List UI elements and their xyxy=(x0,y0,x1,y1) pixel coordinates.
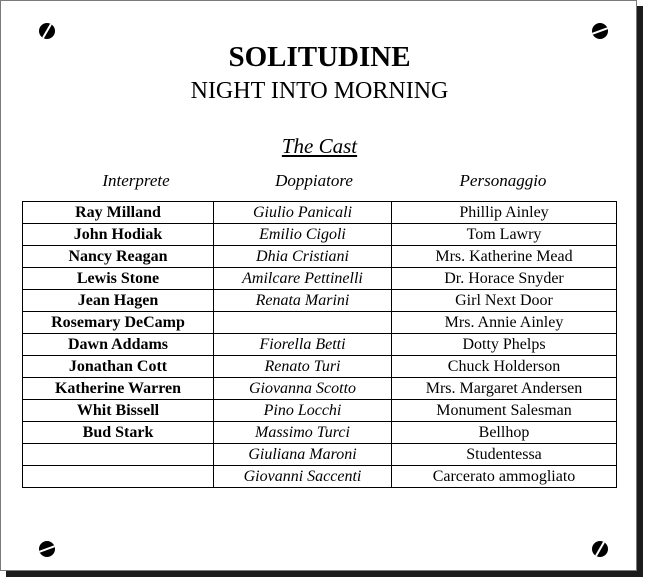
character-cell: Tom Lawry xyxy=(392,224,617,246)
dubber-cell: Fiorella Betti xyxy=(214,334,392,356)
dubber-cell: Massimo Turci xyxy=(214,422,392,444)
table-row xyxy=(23,202,617,224)
character-cell: Dotty Phelps xyxy=(392,334,617,356)
character-cell: Mrs. Katherine Mead xyxy=(392,246,617,268)
actor-cell: Rosemary DeCamp xyxy=(23,312,214,334)
plaque-shadow-bottom xyxy=(6,571,643,577)
actor-cell: John Hodiak xyxy=(23,224,214,246)
character-cell: Mrs. Margaret Andersen xyxy=(392,378,617,400)
dubber-cell: Giulio Panicali xyxy=(214,202,392,224)
screw-bottom-left-icon xyxy=(39,541,55,557)
actor-cell: Ray Milland xyxy=(23,202,214,224)
table-row xyxy=(23,466,617,488)
screw-top-right-icon xyxy=(592,23,608,39)
dubber-cell: Amilcare Pettinelli xyxy=(214,268,392,290)
table-row xyxy=(23,268,617,290)
table-row xyxy=(23,246,617,268)
table-row xyxy=(23,422,617,444)
column-header-character: Personaggio xyxy=(459,171,547,190)
character-cell: Chuck Holderson xyxy=(392,356,617,378)
dubber-cell: Giuliana Maroni xyxy=(214,444,392,466)
character-cell: Girl Next Door xyxy=(392,290,617,312)
table-row xyxy=(23,378,617,400)
actor-cell: Nancy Reagan xyxy=(23,246,214,268)
dubber-cell: Pino Locchi xyxy=(214,400,392,422)
screw-top-left-icon xyxy=(39,23,55,39)
actor-cell: Dawn Addams xyxy=(23,334,214,356)
film-original-title: NIGHT INTO MORNING xyxy=(190,78,449,104)
character-cell: Dr. Horace Snyder xyxy=(392,268,617,290)
film-title: SOLITUDINE xyxy=(228,41,411,73)
actor-cell: Katherine Warren xyxy=(23,378,214,400)
dubber-cell xyxy=(214,312,392,334)
cast-heading: The Cast xyxy=(281,134,358,158)
dubber-cell: Emilio Cigoli xyxy=(214,224,392,246)
column-header-actor: Interprete xyxy=(102,171,170,190)
character-cell: Studentessa xyxy=(392,444,617,466)
character-cell: Phillip Ainley xyxy=(392,202,617,224)
cast-table xyxy=(22,201,617,488)
table-row xyxy=(23,290,617,312)
table-row xyxy=(23,224,617,246)
table-row xyxy=(23,334,617,356)
table-row xyxy=(23,312,617,334)
column-header-dubber: Doppiatore xyxy=(275,171,353,190)
dubber-cell: Dhia Cristiani xyxy=(214,246,392,268)
table-row xyxy=(23,444,617,466)
character-cell: Monument Salesman xyxy=(392,400,617,422)
actor-cell: Jean Hagen xyxy=(23,290,214,312)
character-cell: Mrs. Annie Ainley xyxy=(392,312,617,334)
actor-cell xyxy=(23,444,214,466)
dubber-cell: Giovanni Saccenti xyxy=(214,466,392,488)
table-row xyxy=(23,356,617,378)
table-row xyxy=(23,400,617,422)
actor-cell: Bud Stark xyxy=(23,422,214,444)
actor-cell xyxy=(23,466,214,488)
character-cell: Bellhop xyxy=(392,422,617,444)
dubber-cell: Renata Marini xyxy=(214,290,392,312)
screw-bottom-right-icon xyxy=(592,541,608,557)
dubber-cell: Giovanna Scotto xyxy=(214,378,392,400)
actor-cell: Lewis Stone xyxy=(23,268,214,290)
dubber-cell: Renato Turi xyxy=(214,356,392,378)
character-cell: Carcerato ammogliato xyxy=(392,466,617,488)
actor-cell: Whit Bissell xyxy=(23,400,214,422)
actor-cell: Jonathan Cott xyxy=(23,356,214,378)
